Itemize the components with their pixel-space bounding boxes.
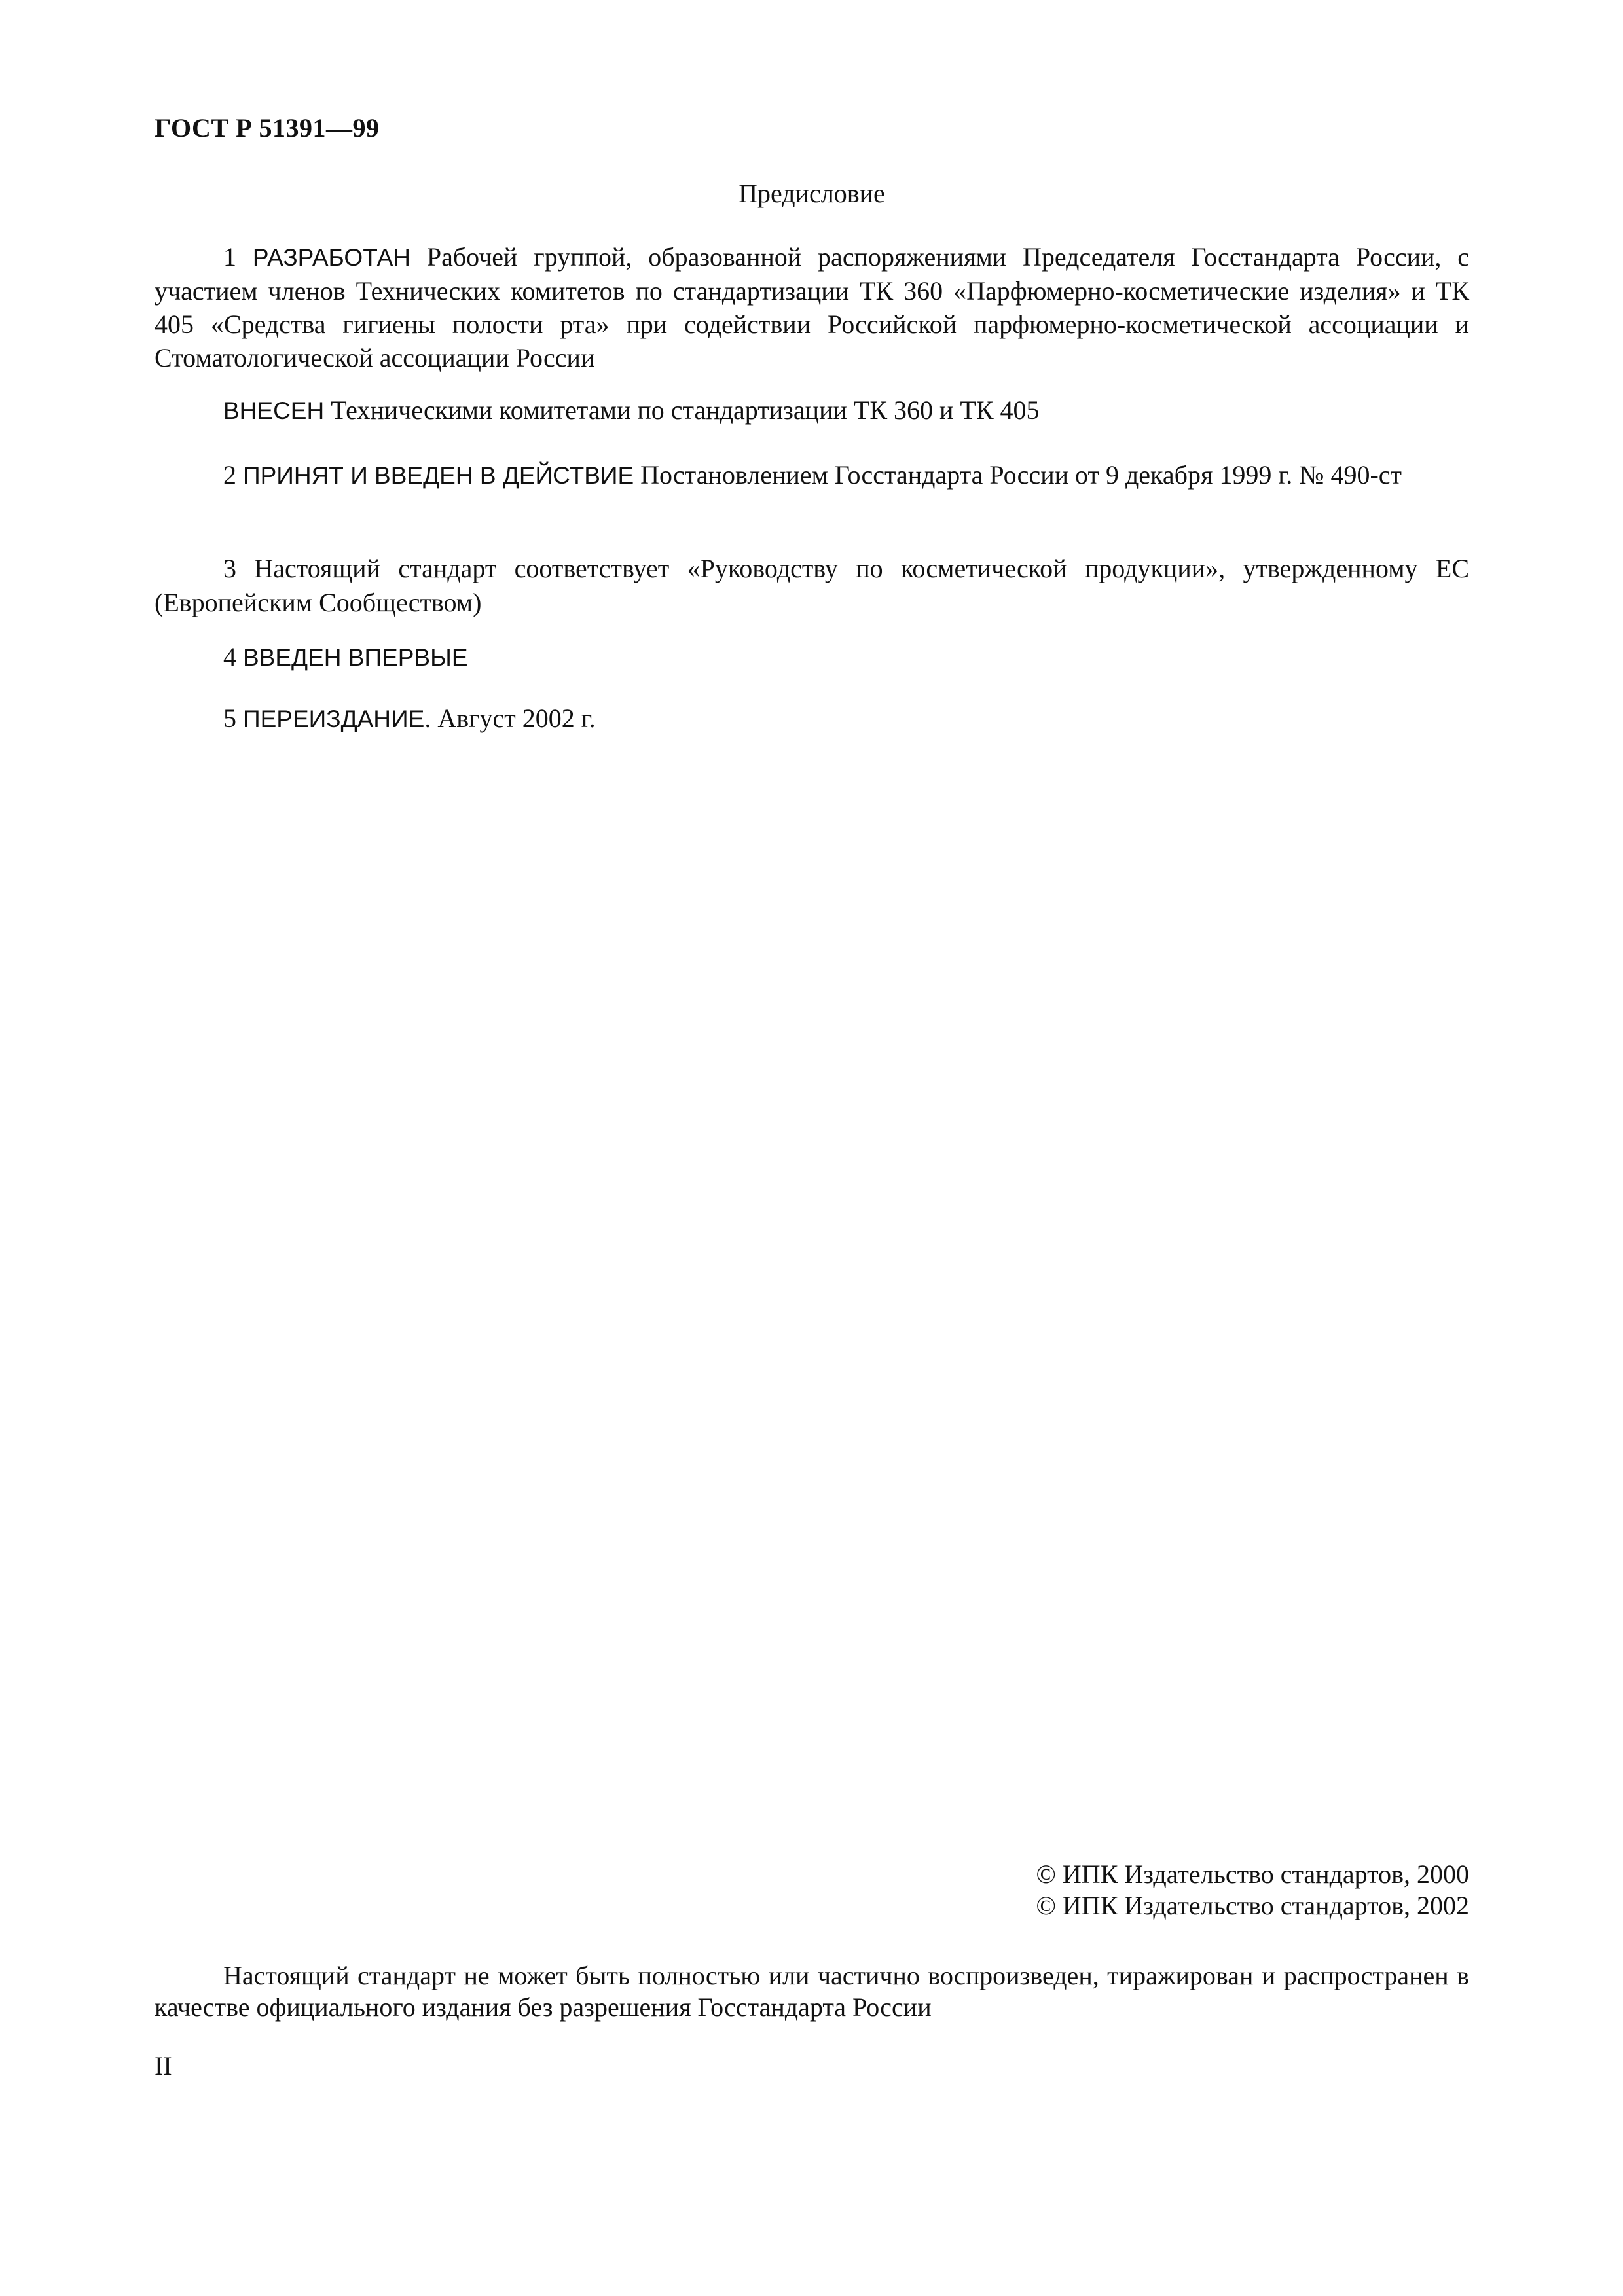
item-text: Постановлением Госстандарта России от 9 декабря 1999 г. № 490-ст (634, 460, 1402, 490)
item-text: Настоящий стандарт соответствует «Руководству по косметической продукции», утвержденному ЕС (Европейским Сообществом) (155, 554, 1470, 617)
foreword-item-introduced (155, 393, 1469, 427)
item-keyword: ПРИНЯТ И ВВЕДЕН В ДЕЙСТВИЕ (243, 462, 634, 489)
item-keyword: РАЗРАБОТАН (252, 244, 410, 271)
foreword-item-5 (155, 702, 1469, 736)
foreword-item-3 (155, 552, 1469, 619)
reproduction-notice: Настоящий стандарт не может быть полностью или частично воспроизведен, тиражирован и распространен в качестве официального издания без разрешения Госстандарта России (155, 1961, 1469, 2022)
item-prefix: 4 (223, 642, 243, 672)
foreword-item-2 (155, 458, 1469, 492)
copyright-line: © ИПК Издательство стандартов, 2000 (1036, 1859, 1469, 1889)
item-prefix: 1 (223, 242, 253, 272)
foreword-title: Предисловие (739, 179, 885, 208)
foreword-item-4 (155, 640, 1469, 674)
document-page (155, 0, 1469, 2296)
item-text: Рабочей группой, образованной распоряжениями Председателя Госстандарта России, с участием членов Технических комитетов по стандартизации ТК 360 «Парфюмерно-косметические изделия» и ТК 405 «Средства гигиены полости рта» при содействии Российской парфюмерно-косметической ассоциации и Стоматологической ассоциации России (155, 242, 1470, 372)
foreword-item-1 (155, 240, 1469, 374)
item-text: . Август 2002 г. (424, 704, 596, 733)
copyright-line: © ИПК Издательство стандартов, 2002 (1036, 1891, 1469, 1920)
page-number: II (155, 2051, 172, 2081)
document-code: ГОСТ Р 51391—99 (155, 113, 380, 143)
item-text: Техническими комитетами по стандартизации ТК 360 и ТК 405 (324, 395, 1040, 425)
item-keyword: ВНЕСЕН (223, 397, 325, 424)
item-prefix: 5 (223, 704, 243, 733)
copyright-block (1036, 1859, 1469, 1922)
item-keyword: ПЕРЕИЗДАНИЕ (243, 706, 425, 732)
item-keyword: ВВЕДЕН ВПЕРВЫЕ (243, 644, 468, 671)
item-prefix: 2 (223, 460, 243, 490)
item-prefix: 3 (223, 554, 255, 583)
